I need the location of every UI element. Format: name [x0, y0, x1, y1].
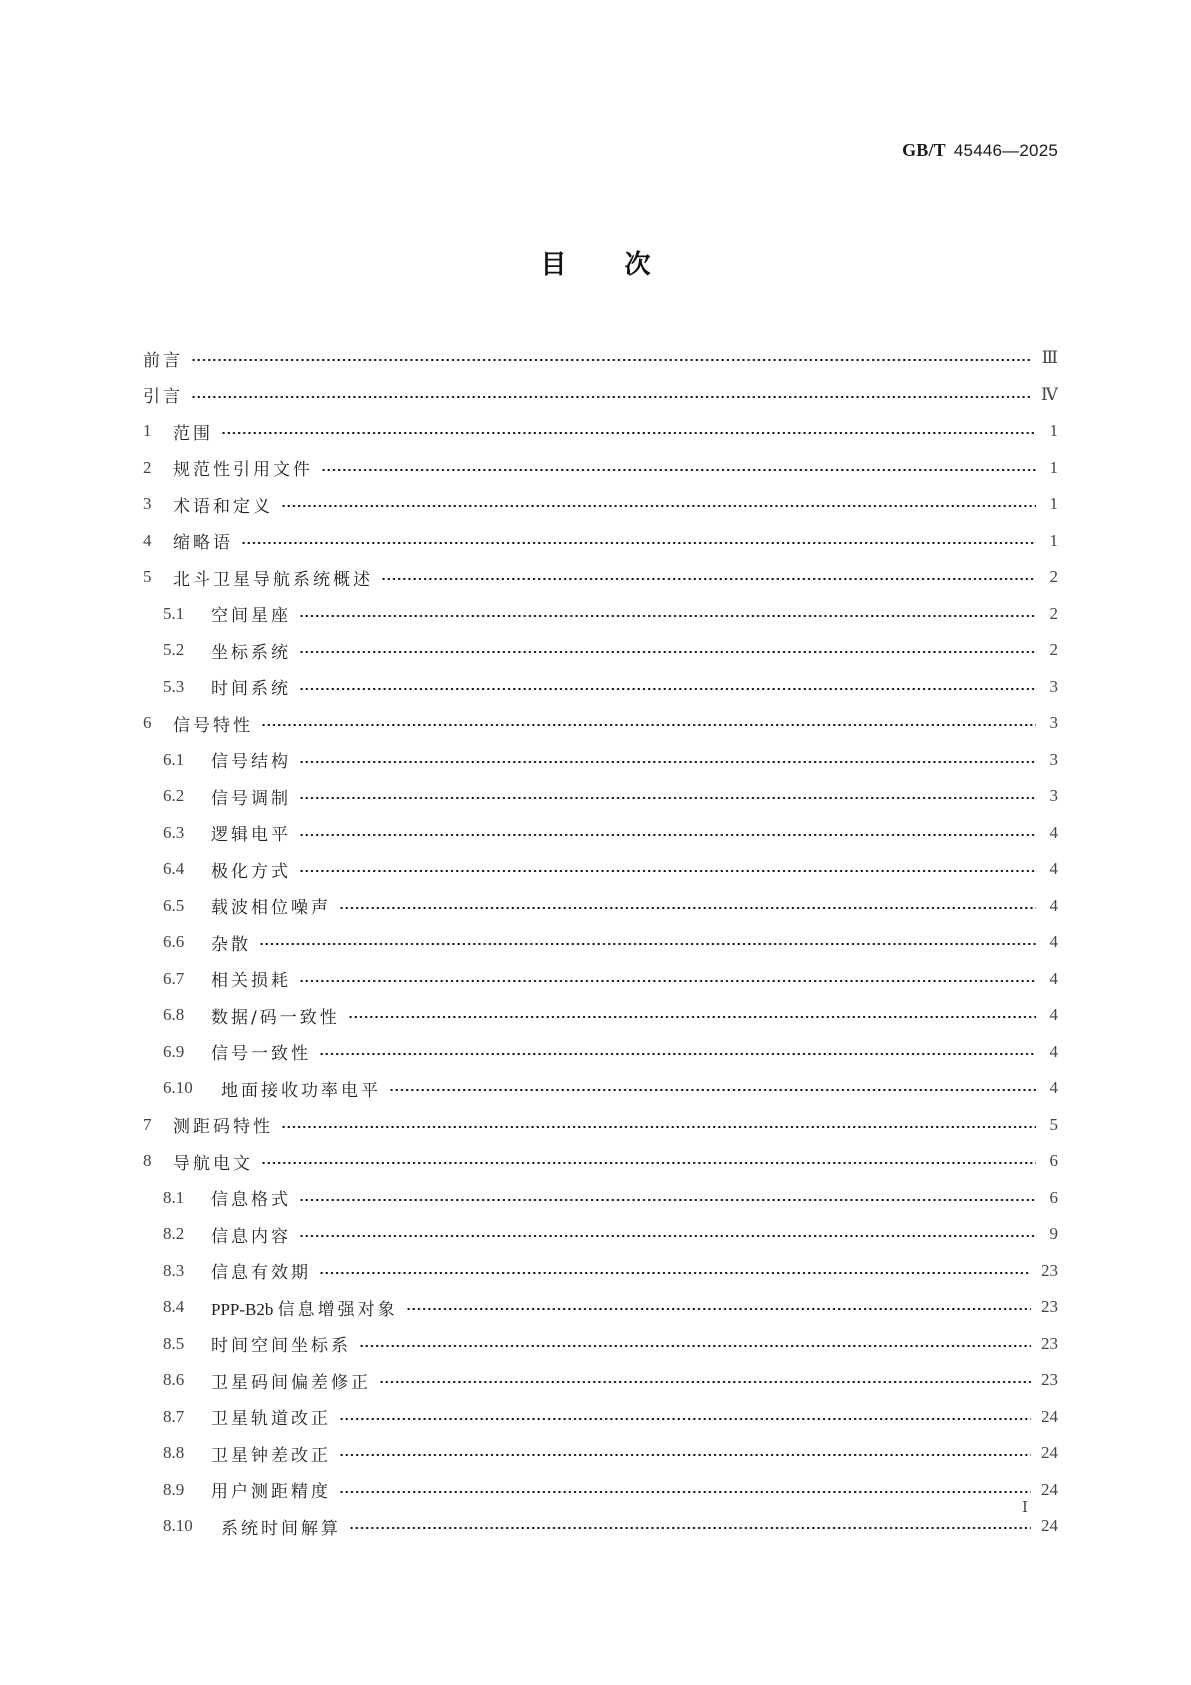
toc-entry[interactable]: [143, 1472, 1058, 1509]
toc-entry-label-text: 时间空间坐标系: [211, 1336, 351, 1357]
dot-leader: [299, 980, 1036, 982]
toc-entry-page: 23: [1041, 1297, 1058, 1317]
toc-entry-page: 3: [1049, 749, 1058, 769]
dot-leader: [259, 943, 1036, 945]
dot-leader: [299, 761, 1036, 763]
toc-entry[interactable]: [143, 1326, 1058, 1363]
toc-entry-number: 6.6: [163, 932, 185, 952]
dot-leader: [281, 1126, 1036, 1128]
toc-entry-label-text: 数据/码一致性: [211, 1007, 340, 1028]
toc-entry[interactable]: [143, 486, 1058, 523]
toc-entry[interactable]: [143, 1180, 1058, 1217]
toc-entry[interactable]: [143, 1289, 1058, 1326]
toc-entry-number: 8.10: [163, 1516, 193, 1536]
toc-entry-label-text: 缩略语: [173, 533, 233, 554]
toc-entry-label: [211, 1003, 340, 1028]
toc-entry-page: 23: [1041, 1370, 1058, 1390]
toc-entry-label-text: 术语和定义: [173, 496, 273, 517]
toc-entry-label-text: 坐标系统: [211, 642, 291, 663]
toc-entry[interactable]: [143, 851, 1058, 888]
toc-entry-number: 3: [143, 494, 152, 514]
toc-entry-number: 6.4: [163, 859, 185, 879]
toc-entry-number: 8.2: [163, 1224, 185, 1244]
toc-entry-number: 8.5: [163, 1333, 185, 1353]
toc-entry-label: [173, 528, 233, 553]
toc-entry-page: 2: [1049, 603, 1058, 623]
toc-entry[interactable]: [143, 413, 1058, 450]
toc-entry-label-text: 相关损耗: [211, 971, 291, 992]
toc-entry-page: 24: [1041, 1443, 1058, 1463]
toc-entry[interactable]: [143, 1070, 1058, 1107]
toc-entry-label-text: 信息内容: [211, 1226, 291, 1247]
toc-entry[interactable]: [143, 961, 1058, 998]
toc-entry-label: [211, 1039, 311, 1064]
toc-entry-page: 23: [1041, 1260, 1058, 1280]
dot-leader: [299, 1235, 1036, 1237]
toc-entry-label-text: 空间星座: [211, 606, 291, 627]
toc-entry-label: [211, 820, 291, 845]
dot-leader: [299, 834, 1036, 836]
toc-entry-label: [211, 784, 291, 809]
standard-number: 45446—2025: [953, 141, 1058, 160]
toc-entry-number: 5.2: [163, 640, 185, 660]
dot-leader: [299, 688, 1036, 690]
toc-entry[interactable]: [143, 1216, 1058, 1253]
toc-entry-page: 24: [1041, 1479, 1058, 1499]
toc-entry-label: [173, 565, 373, 590]
toc-entry-label: [211, 1441, 331, 1466]
toc-entry-number: 8.6: [163, 1370, 185, 1390]
toc-entry-page: 1: [1049, 530, 1058, 550]
toc-entry-label: [173, 711, 253, 736]
toc-entry-page: 1: [1049, 421, 1058, 441]
toc-entry-label-text: 卫星轨道改正: [211, 1409, 331, 1430]
toc-entry[interactable]: [143, 669, 1058, 706]
toc-entry-label-text: 测距码特性: [173, 1117, 273, 1138]
toc-entry-label: [211, 674, 291, 699]
toc-entry-number: 6.8: [163, 1005, 185, 1025]
toc-entry[interactable]: [143, 924, 1058, 961]
toc-entry-label: [211, 1477, 331, 1502]
toc-entry-label-text: 卫星钟差改正: [211, 1445, 331, 1466]
dot-leader: [299, 1199, 1036, 1201]
toc-entry-number: 5.3: [163, 676, 185, 696]
toc-entry-number: 7: [143, 1114, 152, 1134]
toc-entry-label-latin: PPP-B2b: [211, 1299, 278, 1319]
toc-entry-label-text: 规范性引用文件: [173, 460, 313, 481]
dot-leader: [221, 432, 1036, 434]
toc-entry-number: 6.5: [163, 895, 185, 915]
toc-entry-label: [143, 382, 183, 407]
dot-leader: [191, 359, 1032, 361]
toc-entry-page: 5: [1049, 1114, 1058, 1134]
dot-leader: [261, 1162, 1036, 1164]
toc-entry-label: [211, 1331, 351, 1356]
toc-entry-page: 24: [1041, 1406, 1058, 1426]
toc-entry-label: [211, 1368, 371, 1393]
toc-entry-number: 8.9: [163, 1479, 185, 1499]
dot-leader: [299, 870, 1036, 872]
toc-entry-label-text: 用户测距精度: [211, 1482, 331, 1503]
toc-entry-label: [173, 1149, 253, 1174]
toc-entry-page: 23: [1041, 1333, 1058, 1353]
dot-leader: [299, 651, 1036, 653]
dot-leader: [349, 1527, 1031, 1529]
toc-entry-label: [211, 893, 331, 918]
toc-entry-label: [143, 346, 183, 371]
toc-entry-page: 6: [1049, 1187, 1058, 1207]
toc-entry[interactable]: [143, 596, 1058, 633]
toc-entry-label-text: 导航电文: [173, 1153, 253, 1174]
toc-entry[interactable]: [143, 815, 1058, 852]
toc-entry[interactable]: [143, 632, 1058, 669]
dot-leader: [319, 1053, 1036, 1055]
toc-entry-label-text: 极化方式: [211, 861, 291, 882]
toc-entry-page: 3: [1049, 713, 1058, 733]
dot-leader: [299, 797, 1036, 799]
toc-entry-number: 8: [143, 1151, 152, 1171]
toc-entry-page: 2: [1049, 567, 1058, 587]
dot-leader: [359, 1345, 1031, 1347]
toc-entry[interactable]: [143, 778, 1058, 815]
toc-entry-label-text: 信号调制: [211, 788, 291, 809]
standard-code: [902, 140, 1058, 161]
page-number: Ⅰ: [1022, 1500, 1028, 1516]
toc-entry-label: [173, 455, 313, 480]
toc-entry-label-text: 逻辑电平: [211, 825, 291, 846]
toc-entry-label: [211, 1258, 311, 1283]
dot-leader: [389, 1089, 1036, 1091]
toc-entry-label: [173, 1112, 273, 1137]
toc-entry-number: 6.10: [163, 1078, 193, 1098]
standard-prefix: GB/T: [902, 140, 946, 160]
toc-entry-page: 4: [1049, 1041, 1058, 1061]
toc-entry[interactable]: [143, 1143, 1058, 1180]
toc-entry-number: 8.4: [163, 1297, 185, 1317]
toc-entry-label: [211, 1185, 291, 1210]
dot-leader: [191, 396, 1031, 398]
toc-entry-label-text: 信息增强对象: [277, 1299, 398, 1320]
dot-leader: [321, 469, 1036, 471]
toc-entry-number: 5: [143, 567, 152, 587]
toc-entry-label: [211, 930, 251, 955]
toc-entry[interactable]: [143, 742, 1058, 779]
toc-entry-page: 4: [1049, 1078, 1058, 1098]
toc-entry-label: [211, 601, 291, 626]
dot-leader: [379, 1381, 1031, 1383]
toc-entry-number: 5.1: [163, 603, 185, 623]
toc-entry-page: 1: [1049, 494, 1058, 514]
toc-entry-page: 24: [1041, 1516, 1058, 1536]
toc-entry-page: 4: [1049, 1005, 1058, 1025]
toc-entry[interactable]: [143, 1253, 1058, 1290]
toc-entry-number: 6.3: [163, 822, 185, 842]
toc-entry-label-text: 载波相位噪声: [211, 898, 331, 919]
toc-entry-page: 3: [1049, 676, 1058, 696]
toc-entry-number: 6: [143, 713, 152, 733]
dot-leader: [339, 1454, 1031, 1456]
dot-leader: [281, 505, 1036, 507]
toc-entry-label-text: 范围: [173, 423, 213, 444]
toc-entry-label-text: 信号特性: [173, 715, 253, 736]
toc-entry-label: [173, 492, 273, 517]
toc-entry[interactable]: [143, 340, 1058, 377]
toc-entry-label: [221, 1514, 341, 1539]
toc-entry-number: 8.8: [163, 1443, 185, 1463]
toc-entry-number: 6.2: [163, 786, 185, 806]
toc-entry-page: 4: [1049, 895, 1058, 915]
toc-entry-label-text: 信号一致性: [211, 1044, 311, 1065]
toc-entry-number: 1: [143, 421, 152, 441]
toc-entry-number: 8.3: [163, 1260, 185, 1280]
dot-leader: [406, 1308, 1031, 1310]
toc-entry-page: 4: [1049, 968, 1058, 988]
toc-entry-page: 4: [1049, 859, 1058, 879]
toc-entry[interactable]: [143, 1034, 1058, 1071]
toc-entry[interactable]: [143, 1508, 1058, 1545]
toc-entry-label-text: 时间系统: [211, 679, 291, 700]
toc-entry-page: Ⅳ: [1041, 384, 1058, 404]
toc-entry[interactable]: [143, 377, 1058, 414]
toc-entry-number: 6.1: [163, 749, 185, 769]
toc-entry-page: 4: [1049, 822, 1058, 842]
toc-entry[interactable]: [143, 1435, 1058, 1472]
toc-entry-label: [211, 966, 291, 991]
toc-entry[interactable]: [143, 705, 1058, 742]
toc-entry-page: 4: [1049, 932, 1058, 952]
toc-entry-label-text: 信息有效期: [211, 1263, 311, 1284]
dot-leader: [241, 542, 1036, 544]
toc-entry[interactable]: [143, 1399, 1058, 1436]
toc-entry-page: 2: [1049, 640, 1058, 660]
toc-entry-label-text: 杂散: [211, 934, 251, 955]
toc-entry-label: [211, 1404, 331, 1429]
table-of-contents: [143, 340, 1058, 1545]
toc-entry[interactable]: [143, 888, 1058, 925]
toc-entry-number: 8.7: [163, 1406, 185, 1426]
toc-entry-number: 2: [143, 457, 152, 477]
toc-entry-label-text: 系统时间解算: [221, 1518, 341, 1539]
toc-entry-number: 6.7: [163, 968, 185, 988]
toc-entry-label-text: 北斗卫星导航系统概述: [173, 569, 373, 590]
toc-entry-number: 8.1: [163, 1187, 185, 1207]
toc-entry-label: [211, 638, 291, 663]
toc-entry-label: [211, 1295, 398, 1320]
toc-entry-number: 6.9: [163, 1041, 185, 1061]
toc-entry-label: [173, 419, 213, 444]
toc-entry-label-text: 前言: [143, 350, 183, 371]
toc-entry-label-text: 信息格式: [211, 1190, 291, 1211]
dot-leader: [319, 1272, 1031, 1274]
toc-entry-label: [221, 1076, 381, 1101]
dot-leader: [339, 907, 1036, 909]
dot-leader: [339, 1491, 1031, 1493]
toc-entry-label-text: 地面接收功率电平: [221, 1080, 381, 1101]
toc-entry[interactable]: [143, 450, 1058, 487]
toc-entry-page: 3: [1049, 786, 1058, 806]
toc-entry[interactable]: [143, 523, 1058, 560]
dot-leader: [348, 1016, 1036, 1018]
dot-leader: [381, 578, 1036, 580]
toc-entry-number: 4: [143, 530, 152, 550]
toc-entry-label: [211, 857, 291, 882]
toc-entry[interactable]: [143, 559, 1058, 596]
dot-leader: [339, 1418, 1031, 1420]
toc-entry-page: Ⅲ: [1041, 348, 1058, 368]
dot-leader: [299, 615, 1036, 617]
toc-entry-label-text: 引言: [143, 387, 183, 408]
toc-entry-label: [211, 747, 291, 772]
toc-entry-page: 1: [1049, 457, 1058, 477]
page-title: 目次: [540, 250, 709, 280]
toc-entry[interactable]: [143, 997, 1058, 1034]
dot-leader: [261, 724, 1036, 726]
toc-entry-label-text: 信号结构: [211, 752, 291, 773]
toc-entry-label-text: 卫星码间偏差修正: [211, 1372, 371, 1393]
toc-entry-page: 9: [1049, 1224, 1058, 1244]
toc-entry-label: [211, 1222, 291, 1247]
toc-entry[interactable]: [143, 1107, 1058, 1144]
toc-entry-page: 6: [1049, 1151, 1058, 1171]
toc-entry[interactable]: [143, 1362, 1058, 1399]
